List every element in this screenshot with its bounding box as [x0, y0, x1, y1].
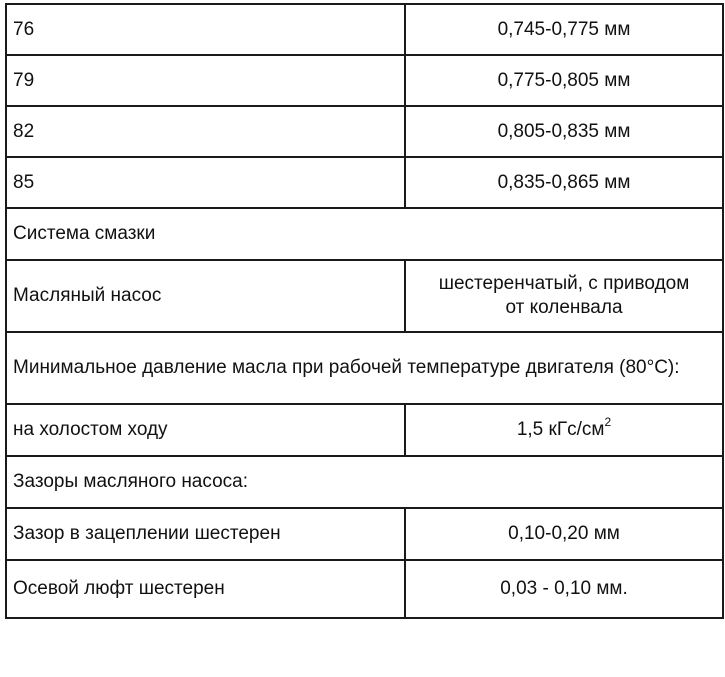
gear-mesh-label: Зазор в зацеплении шестерен [6, 508, 405, 560]
pump-clearances-heading: Зазоры масляного насоса: [6, 456, 723, 508]
table-row [6, 157, 723, 208]
spec-table [5, 3, 724, 619]
oil-pump-value-line1: шестеренчатый, с приводом [438, 273, 690, 294]
section-row [6, 208, 723, 260]
gear-mesh-value: 0,10-0,20 мм [405, 508, 723, 560]
row-value: 0,745-0,775 мм [405, 4, 723, 55]
table-row [6, 55, 723, 106]
idle-value-exponent: 2 [604, 414, 612, 429]
heading-row [6, 456, 723, 508]
idle-label: на холостом ходу [6, 404, 405, 456]
table-row [6, 404, 723, 456]
row-label: 85 [6, 157, 405, 208]
row-value: 0,835-0,865 мм [405, 157, 723, 208]
oil-pump-value-line2: от коленвала [505, 297, 623, 318]
table-row [6, 560, 723, 618]
table-row [6, 4, 723, 55]
row-label: 76 [6, 4, 405, 55]
heading-row [6, 332, 723, 404]
min-pressure-heading: Минимальное давление масла при рабочей температуре двигателя (80°С): [6, 332, 723, 404]
oil-pump-value [405, 260, 723, 332]
idle-value [405, 404, 723, 456]
axial-play-label: Осевой люфт шестерен [6, 560, 405, 618]
row-value: 0,775-0,805 мм [405, 55, 723, 106]
table-row [6, 260, 723, 332]
idle-value-text: 1,5 кГс/см [516, 419, 605, 440]
axial-play-value: 0,03 - 0,10 мм. [405, 560, 723, 618]
row-value: 0,805-0,835 мм [405, 106, 723, 157]
row-label: 79 [6, 55, 405, 106]
section-title-lubrication: Система смазки [6, 208, 723, 260]
table-row [6, 106, 723, 157]
row-label: 82 [6, 106, 405, 157]
table-row [6, 508, 723, 560]
oil-pump-label: Масляный насос [6, 260, 405, 332]
